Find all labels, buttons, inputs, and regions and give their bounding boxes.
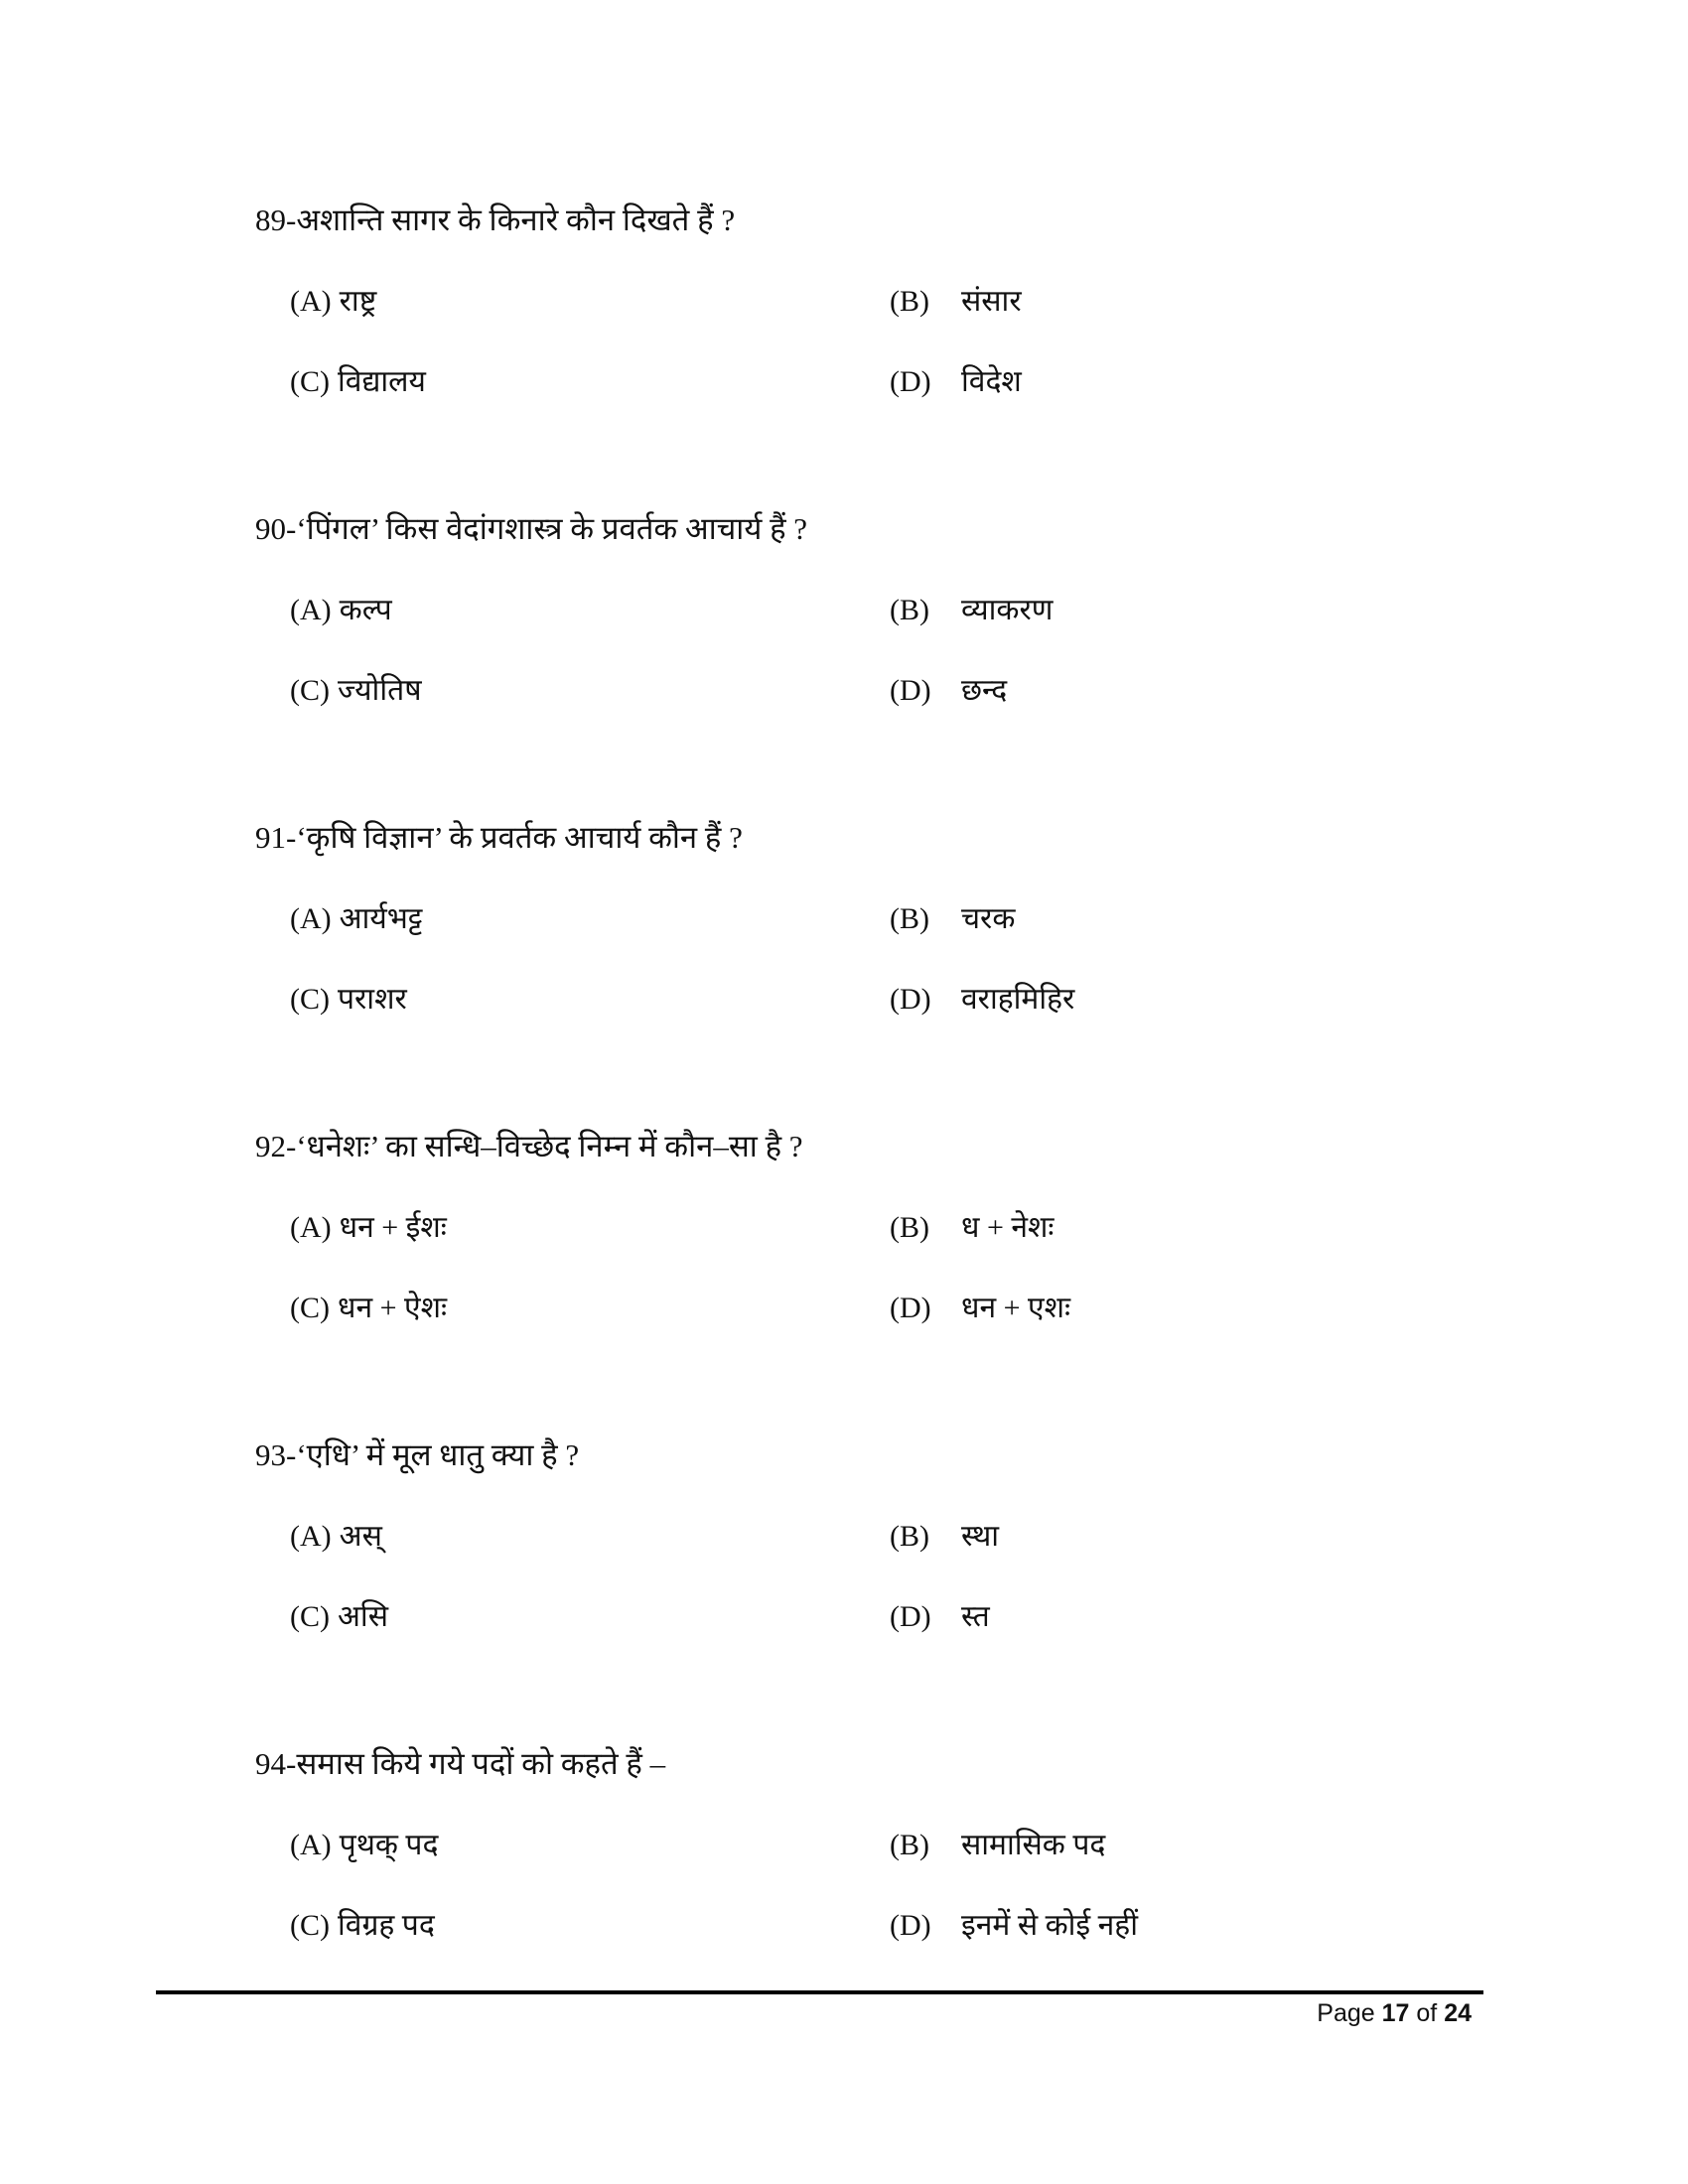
option-text: स्त <box>961 1600 990 1633</box>
page-prefix: Page <box>1317 1999 1375 2027</box>
question-stem: ‘धनेशः’ का सन्धि–विच्छेद निम्न में कौन–सा है ? <box>296 1129 803 1163</box>
option-label: (C) <box>290 1600 330 1633</box>
option-d <box>890 1289 1070 1328</box>
option-c <box>290 1597 388 1637</box>
page-number <box>1317 1999 1472 2028</box>
option-a <box>290 899 422 939</box>
option-b <box>890 282 1022 322</box>
option-d <box>890 1597 990 1637</box>
question-number: 91- <box>255 820 297 855</box>
option-text: कल्प <box>339 594 392 626</box>
option-a <box>290 591 392 630</box>
option-d <box>890 1906 1138 1946</box>
option-c <box>290 362 426 402</box>
option-label: (A) <box>290 285 332 318</box>
question-text <box>255 1744 665 1784</box>
question-stem: ‘पिंगल’ किस वेदांगशास्त्र के प्रवर्तक आचार्य हैं ? <box>296 511 808 546</box>
question-number: 94- <box>255 1746 297 1781</box>
option-text: संसार <box>961 285 1022 318</box>
option-d <box>890 671 1007 711</box>
option-c <box>290 1906 435 1946</box>
question-text <box>255 1127 803 1166</box>
footer-divider <box>156 1990 1483 1994</box>
option-a <box>290 1517 382 1557</box>
question-number: 90- <box>255 511 297 546</box>
question-stem: ‘कृषि विज्ञान’ के प्रवर्तक आचार्य कौन हैं ? <box>296 820 743 855</box>
option-label: (A) <box>290 1520 332 1553</box>
option-label: (A) <box>290 594 332 626</box>
option-b <box>890 1208 1054 1248</box>
option-b <box>890 591 1053 630</box>
option-text: विग्रह पद <box>338 1909 435 1942</box>
option-label: (C) <box>290 674 330 707</box>
question-stem: समास किये गये पदों को कहते हैं – <box>296 1746 666 1781</box>
question-stem: ‘एधि’ में मूल धातु क्या है ? <box>296 1437 580 1472</box>
option-label: (D) <box>890 1600 931 1633</box>
option-label: (D) <box>890 674 931 707</box>
option-text: धन + एशः <box>961 1292 1071 1324</box>
option-label: (C) <box>290 1909 330 1942</box>
option-label: (D) <box>890 1909 931 1942</box>
page-total: 24 <box>1444 1999 1472 2027</box>
option-label: (B) <box>890 285 929 318</box>
question-text <box>255 201 735 240</box>
option-label: (B) <box>890 594 929 626</box>
option-text: अस् <box>339 1520 382 1553</box>
option-text: इनमें से कोई नहीं <box>961 1909 1138 1942</box>
option-text: पराशर <box>338 983 407 1016</box>
option-text: धन + ऐशः <box>338 1292 448 1324</box>
question-92 <box>255 1127 1546 1425</box>
question-text <box>255 1435 579 1475</box>
option-label: (A) <box>290 1829 332 1861</box>
option-label: (B) <box>890 902 929 935</box>
question-93 <box>255 1435 1546 1733</box>
option-label: (B) <box>890 1211 929 1244</box>
question-number: 92- <box>255 1129 297 1163</box>
option-a <box>290 1208 447 1248</box>
option-text: स्था <box>961 1520 1000 1553</box>
option-label: (C) <box>290 365 330 398</box>
option-label: (A) <box>290 902 332 935</box>
option-text: धन + ईशः <box>339 1211 447 1244</box>
option-c <box>290 980 407 1020</box>
option-text: ज्योतिष <box>338 674 422 707</box>
option-label: (C) <box>290 983 330 1016</box>
option-label: (A) <box>290 1211 332 1244</box>
question-text <box>255 818 743 858</box>
question-number: 89- <box>255 203 297 237</box>
option-label: (B) <box>890 1829 929 1861</box>
page-current: 17 <box>1381 1999 1410 2027</box>
option-text: पृथक् पद <box>339 1829 439 1861</box>
option-text: असि <box>338 1600 388 1633</box>
option-text: विदेश <box>961 365 1022 398</box>
option-b <box>890 1826 1105 1865</box>
option-text: सामासिक पद <box>961 1829 1106 1861</box>
option-a <box>290 282 376 322</box>
option-text: राष्ट्र <box>339 285 377 318</box>
question-91 <box>255 818 1546 1116</box>
question-number: 93- <box>255 1437 297 1472</box>
question-90 <box>255 509 1546 807</box>
option-label: (B) <box>890 1520 929 1553</box>
option-b <box>890 1517 999 1557</box>
option-label: (C) <box>290 1292 330 1324</box>
option-c <box>290 1289 447 1328</box>
question-stem: अशान्ति सागर के किनारे कौन दिखते हैं ? <box>296 203 736 237</box>
option-label: (D) <box>890 1292 931 1324</box>
option-label: (D) <box>890 365 931 398</box>
option-text: छन्द <box>961 674 1008 707</box>
option-d <box>890 362 1022 402</box>
option-text: वराहमिहिर <box>961 983 1075 1016</box>
option-c <box>290 671 422 711</box>
option-text: विद्यालय <box>338 365 426 398</box>
page-of: of <box>1416 1999 1438 2027</box>
option-b <box>890 899 1015 939</box>
option-text: आर्यभट्ट <box>339 902 423 935</box>
option-label: (D) <box>890 983 931 1016</box>
question-94 <box>255 1744 1546 2042</box>
option-text: चरक <box>961 902 1016 935</box>
question-89 <box>255 201 1546 498</box>
option-text: व्याकरण <box>961 594 1054 626</box>
option-text: ध + नेशः <box>961 1211 1055 1244</box>
option-a <box>290 1826 438 1865</box>
option-d <box>890 980 1074 1020</box>
question-text <box>255 509 807 549</box>
